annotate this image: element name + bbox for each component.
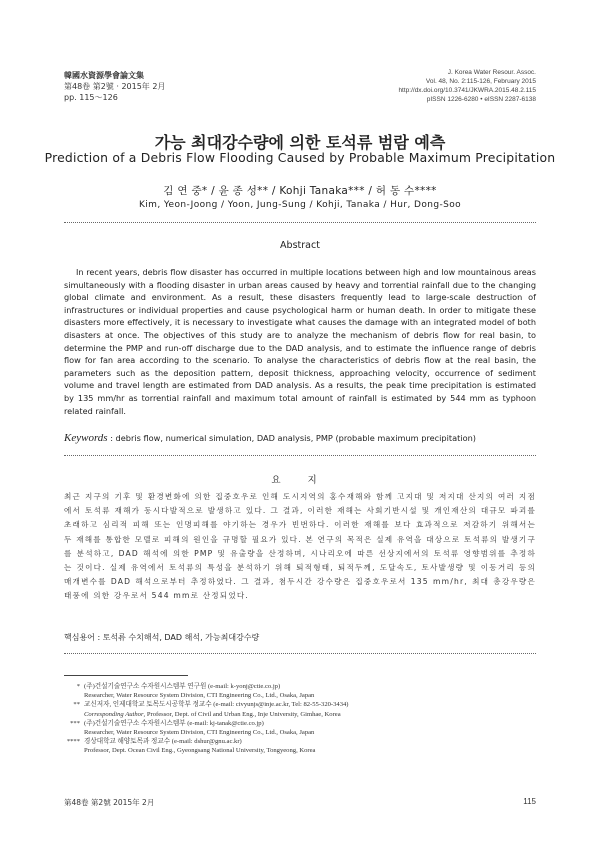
footnote-mark: ** <box>73 701 80 709</box>
volume-info: Vol. 48, No. 2:115-126, February 2015 <box>425 78 536 85</box>
doi-link[interactable]: http://dx.doi.org/10.3741/JKWRA.2015.48.2.115 <box>398 87 536 94</box>
footnote-affiliation: 교신저자, 인제대학교 토목도시공학부 정교수 (e-mail: civyunjs@inje.ac.kr, Tel: 82-55-320-3434) <box>84 701 349 709</box>
journal-name-line: 韓國水資源學會論文集 <box>64 71 144 80</box>
pages-line: pp. 115～126 <box>64 93 118 102</box>
footnotes <box>64 682 536 756</box>
footnote-english-rest: , Professor, Dept. of Civil and Urban Eng., Inje University, Gimhae, Korea <box>143 710 341 718</box>
korean-keywords: 핵심용어 : 토석류 수치해석, DAD 해석, 가능최대강수량 <box>64 633 260 642</box>
korean-abstract-heading: 요 지 <box>271 475 329 486</box>
divider <box>64 222 536 223</box>
keywords <box>64 432 536 444</box>
journal-header-right <box>398 68 536 104</box>
abstract-text: In recent years, debris flow disaster has occurred in multiple locations between high and low mountainous areas simultaneously with a flooding disaster in urban areas caused by heavy and torrential rainfall due to the changing global climate and environment. As a result, these disasters frequently lead to large-scale destruction of infrastructures or individual properties and cause psychological harm or human death. In order to mitigate these disasters more effectively, it is necessary to investigate what causes the damage with an integrated model of both disasters at once. The objectives of this study are to analyze the mechanism of debris flow for real basin, to determine the PMP and run-off discharge due to the DAD analysis, and to estimate the influence range of debris flow for fan area according to the scenario. To analyse the characteristics of debris flow at the real basin, the parameters such as the deposition pattern, deposit thickness, approaching velocity, occurrence of sediment volume and travel length are estimated from DAD analysis. As a results, the peak time precipitation is estimated by 135 mm/hr as torrential rainfall and maximum total amount of rainfall is estimated by 544 mm as typhoon related rainfall. <box>64 267 536 416</box>
footnote-rule <box>64 675 188 676</box>
footnote-mark: * <box>76 683 80 690</box>
page-number: 115 <box>523 797 536 806</box>
footnote-english <box>64 710 536 719</box>
footnote-english: Researcher, Water Resource System Division, CTI Engineering Co., Ltd., Osaka, Japan <box>84 692 315 700</box>
footnote-item <box>64 737 536 746</box>
footnote-english: Researcher, Water Resource System Division, CTI Engineering Co., Ltd., Osaka, Japan <box>84 729 315 737</box>
abstract-body <box>64 266 536 417</box>
footnote-english: Professor, Dept. Ocean Civil Eng., Gyeongsang National University, Tongyeong, Korea <box>84 747 316 755</box>
footnote-item <box>64 719 536 728</box>
footnote-item <box>64 700 536 709</box>
divider <box>64 653 536 654</box>
journal-header-left <box>64 70 165 103</box>
authors-english: Kim, Yeon-Joong / Yoon, Jung-Sung / Kohji, Tanaka / Hur, Dong-Soo <box>138 200 462 210</box>
footnote-affiliation: (주)건설기술연구소 수자원시스템부 연구원 (e-mail: k-yonj@ctie.co.jp) <box>84 683 281 690</box>
footnote-affiliation: 경상대학교 해양토목과 정교수 (e-mail: dshur@gnu.ac.kr) <box>84 738 242 746</box>
keywords-label: Keywords <box>64 432 108 444</box>
abstract-heading: Abstract <box>280 240 320 251</box>
korean-abstract-text: 최근 지구의 기후 및 환경변화에 의한 집중호우로 인해 도시지역의 홍수재해와 함께 고지대 및 저지대 산지의 여러 지점에서 토석류 재해가 동시다발적으로 발생하고 있다. 그 결과, 이러한 재해는 사회기반시설 및 개인재산의 대규모 파괴를 초래하고 심리적 피해 또는 인명피해를 야기하는 경우가 빈번하다. 이러한 재해를 보다 효과적으로 저감하기 위해서는 두 재해를 통합한 모델로 피해의 원인을 규명할 필요가 있다. 본 연구의 목적은 실제 유역을 대상으로 토석류의 발생기구를 분석하고, DAD 해석에 의한 PMP 및 유출량을 산정하며, 시나리오에 따른 선상지에서의 토석류 영향범위를 추정하는 것이다. 실제 유역에서 토석류의 특성을 분석하기 위해 퇴적형태, 퇴적두께, 도달속도, 토사발생량 및 이동거리 등의 매개변수를 DAD 해석으로부터 추정하였다. 그 결과, 첨두시간 강수량은 집중호우로서 135 mm/hr, 최대 총강우량은 태풍에 의한 강우로서 544 mm로 산정되었다. <box>64 492 536 601</box>
keywords-text: : debris flow, numerical simulation, DAD analysis, PMP (probable maximum precipitation) <box>107 433 476 443</box>
issn-line: pISSN 1226-6280 • eISSN 2287-6138 <box>426 96 536 103</box>
footnote-item <box>64 682 536 691</box>
footer-journal-issue: 第48卷 第2號 2015年 2月 <box>64 798 155 807</box>
korean-abstract-body <box>64 490 536 604</box>
title-english: Prediction of a Debris Flow Flooding Caused by Probable Maximum Precipitation <box>44 150 556 165</box>
corresponding-author-label: Corresponding Author <box>84 710 144 718</box>
divider <box>64 455 536 456</box>
footnote-affiliation: (주)건설기술연구소 수자원시스템부 (e-mail: kj-tanak@ctie.co.jp) <box>84 719 264 727</box>
title-korean: 가능 최대강수량에 의한 토석류 범람 예측 <box>154 133 446 152</box>
volume-line: 第48卷 第2號 · 2015年 2月 <box>64 82 166 91</box>
footnote-mark: **** <box>66 738 80 746</box>
journal-abbrev: J. Korea Water Resour. Assoc. <box>447 69 536 76</box>
footnote-mark: *** <box>70 719 80 727</box>
authors-korean: 김 연 중* / 윤 종 성** / Kohji Tanaka*** / 허 동 수**** <box>163 185 437 197</box>
